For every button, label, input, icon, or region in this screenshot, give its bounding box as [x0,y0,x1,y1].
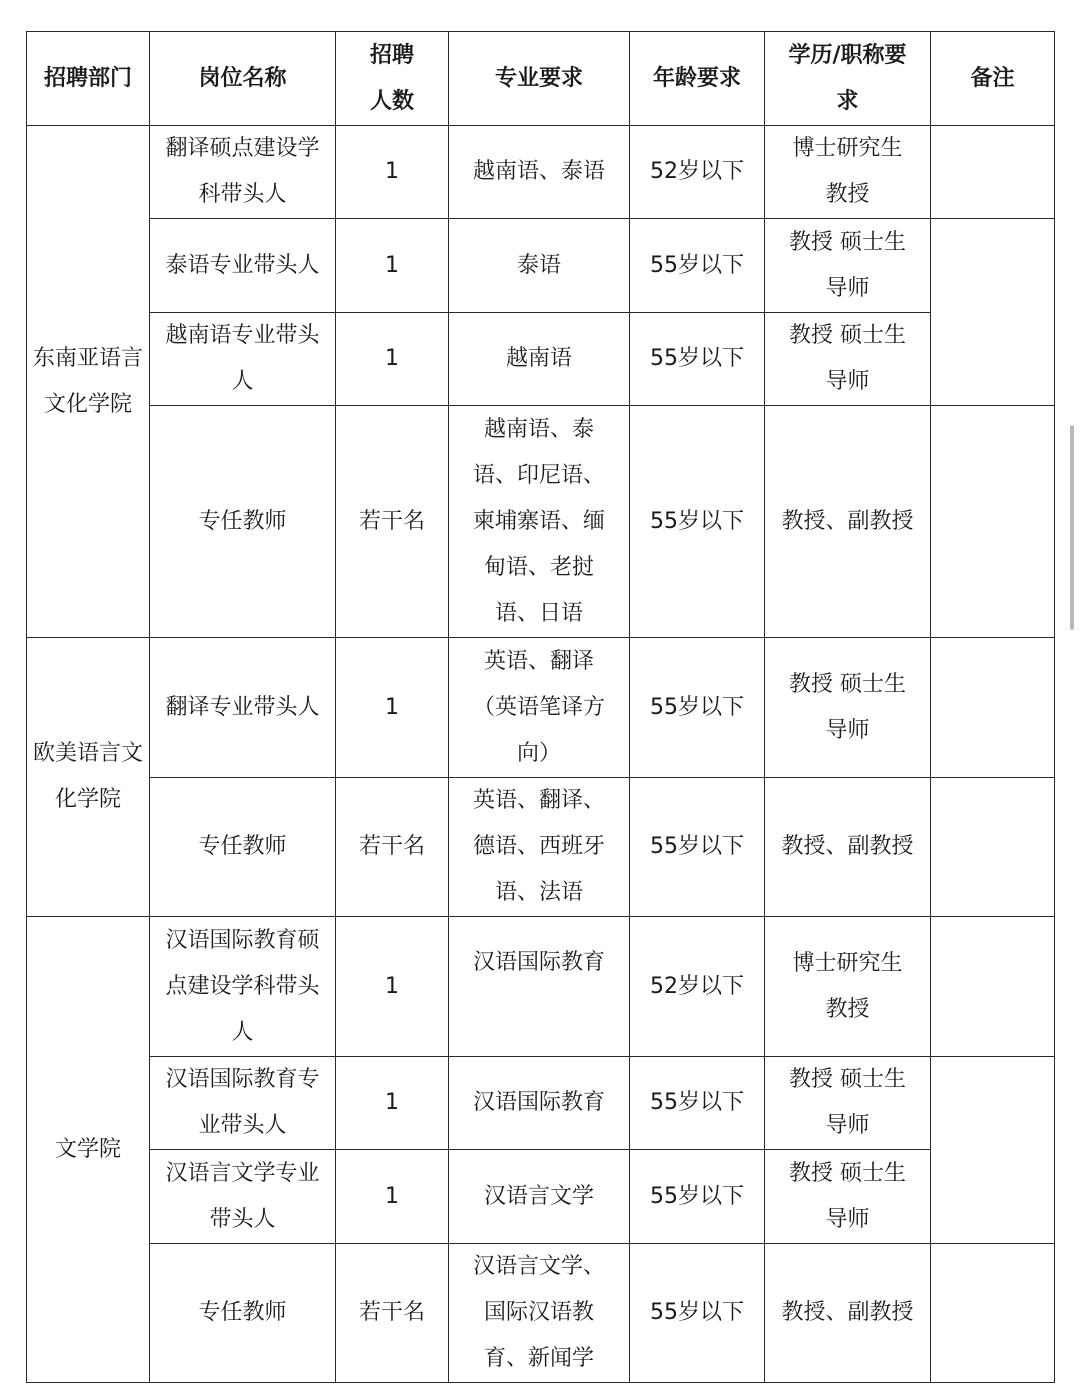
position-cell: 翻译硕点建设学科带头人 [150,126,336,219]
position-cell: 专任教师 [150,778,336,917]
degree-cell: 博士研究生 教授 [765,126,931,219]
major-cell: 越南语、泰语、印尼语、柬埔寨语、缅甸语、老挝语、日语 [449,406,630,638]
major-cell: 汉语国际教育 [449,917,630,1057]
note-cell [931,126,1055,219]
table-row [27,917,1055,1057]
age-cell: 52岁以下 [630,917,765,1057]
position-cell: 越南语专业带头人 [150,313,336,406]
age-cell: 55岁以下 [630,313,765,406]
position-cell: 汉语国际教育硕点建设学科带头人 [150,917,336,1057]
recruitment-table-container [26,31,1054,1383]
age-cell: 55岁以下 [630,1057,765,1150]
count-cell: 1 [336,638,449,778]
major-cell: 英语、翻译（英语笔译方向） [449,638,630,778]
age-cell: 55岁以下 [630,1244,765,1383]
age-cell: 52岁以下 [630,126,765,219]
note-cell [931,406,1055,638]
header-major: 专业要求 [449,32,630,126]
table-row [27,406,1055,638]
note-cell [931,917,1055,1057]
note-cell [931,638,1055,778]
header-department: 招聘部门 [27,32,150,126]
major-cell: 越南语 [449,313,630,406]
position-cell: 翻译专业带头人 [150,638,336,778]
count-cell: 若干名 [336,778,449,917]
major-cell: 越南语、泰语 [449,126,630,219]
header-position: 岗位名称 [150,32,336,126]
age-cell: 55岁以下 [630,406,765,638]
note-cell [931,1244,1055,1383]
vertical-scrollbar[interactable] [1070,425,1074,630]
table-row [27,219,1055,313]
major-cell: 汉语言文学 [449,1150,630,1244]
table-row [27,313,1055,406]
degree-cell: 教授、副教授 [765,778,931,917]
table-row [27,778,1055,917]
note-cell [931,219,1055,406]
table-row [27,1150,1055,1244]
table-row [27,638,1055,778]
department-cell: 文学院 [27,917,150,1383]
degree-cell: 教授 硕士生导师 [765,219,931,313]
major-cell: 汉语言文学、国际汉语教育、新闻学 [449,1244,630,1383]
position-cell: 泰语专业带头人 [150,219,336,313]
count-cell: 1 [336,126,449,219]
degree-cell: 教授、副教授 [765,1244,931,1383]
age-cell: 55岁以下 [630,219,765,313]
note-cell [931,1057,1055,1244]
degree-cell: 教授 硕士生导师 [765,638,931,778]
count-cell: 1 [336,1057,449,1150]
header-age: 年龄要求 [630,32,765,126]
degree-cell: 教授 硕士生导师 [765,1057,931,1150]
count-cell: 若干名 [336,406,449,638]
header-degree: 学历/职称要求 [765,32,931,126]
department-cell: 欧美语言文化学院 [27,638,150,917]
major-cell: 泰语 [449,219,630,313]
degree-cell: 教授、副教授 [765,406,931,638]
count-cell: 1 [336,1150,449,1244]
position-cell: 专任教师 [150,1244,336,1383]
recruitment-table [26,31,1055,1383]
department-cell: 东南亚语言文化学院 [27,126,150,638]
count-cell: 若干名 [336,1244,449,1383]
major-cell: 汉语国际教育 [449,1057,630,1150]
count-cell: 1 [336,917,449,1057]
age-cell: 55岁以下 [630,638,765,778]
position-cell: 汉语言文学专业带头人 [150,1150,336,1244]
degree-cell: 教授 硕士生导师 [765,1150,931,1244]
age-cell: 55岁以下 [630,778,765,917]
age-cell: 55岁以下 [630,1150,765,1244]
header-count: 招聘人数 [336,32,449,126]
table-row [27,1244,1055,1383]
header-notes: 备注 [931,32,1055,126]
major-cell: 英语、翻译、德语、西班牙语、法语 [449,778,630,917]
count-cell: 1 [336,313,449,406]
degree-cell: 教授 硕士生导师 [765,313,931,406]
position-cell: 专任教师 [150,406,336,638]
count-cell: 1 [336,219,449,313]
note-cell [931,778,1055,917]
table-row [27,1057,1055,1150]
position-cell: 汉语国际教育专业带头人 [150,1057,336,1150]
table-row [27,126,1055,219]
header-row [27,32,1055,126]
degree-cell: 博士研究生 教授 [765,917,931,1057]
